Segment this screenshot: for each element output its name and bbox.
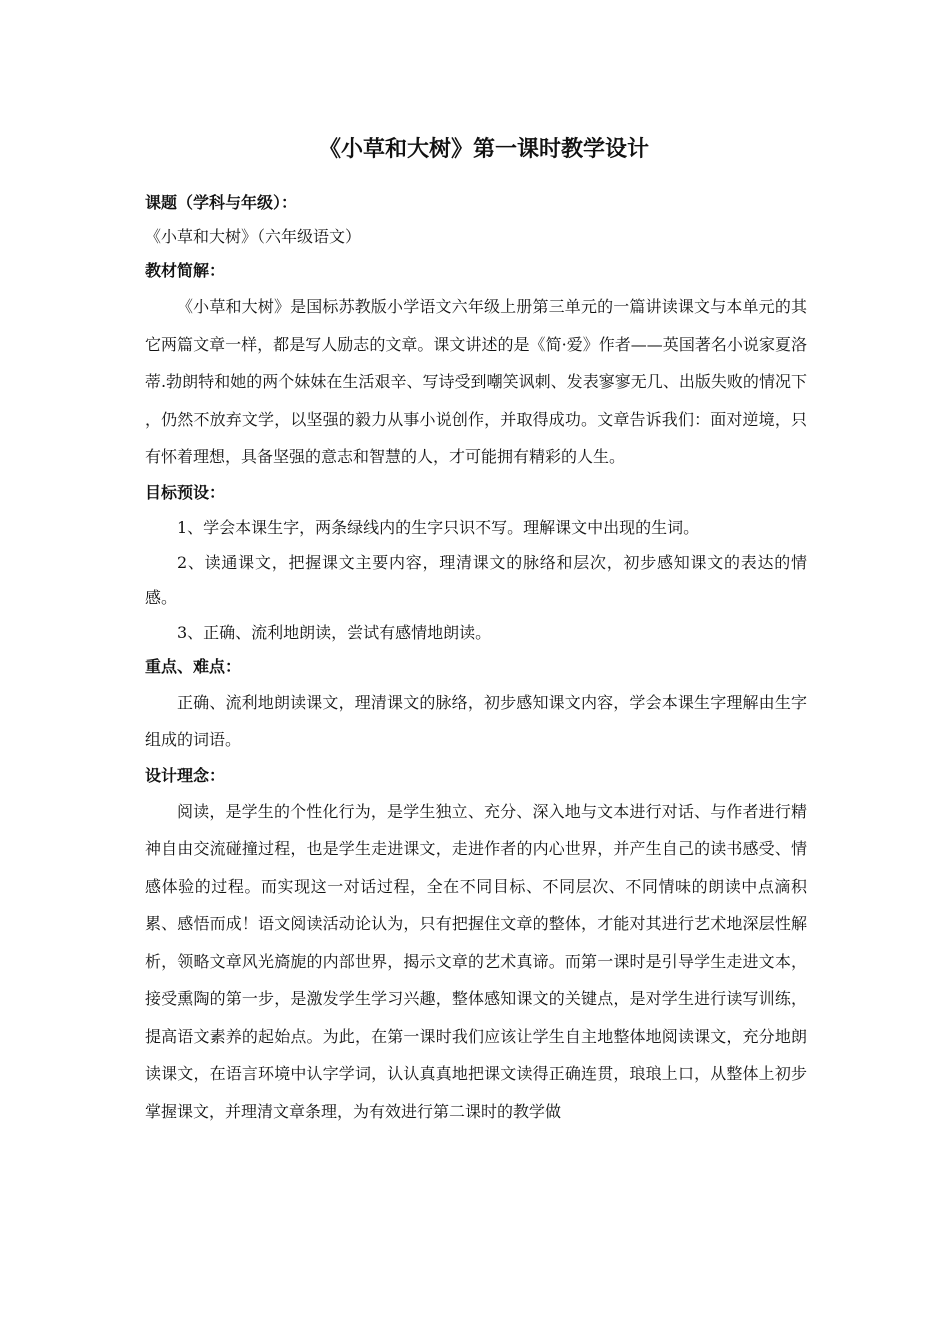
section-material bbox=[145, 254, 807, 476]
section-heading-goals: 目标预设： bbox=[145, 482, 226, 502]
design-concept-paragraph: 阅读，是学生的个性化行为，是学生独立、充分、深入地与文本进行对话、与作者进行精神自由交流碰撞过程，也是学生走进课文，走进作者的内心世界，并产生自己的读书感受、情感体验的过程。而实现这一对话过程，全在不同目标、不同层次、不同情味的朗读中点滴积累、感悟而成！语文阅读活动论认为，只有把握住文章的整体，才能对其进行艺术地深层性解析，领略文章风光旖旎的内部世界，揭示文章的艺术真谛。而第一课时是引导学生走进文本，接受熏陶的第一步，是激发学生学习兴趣，整体感知课文的关键点，是对学生进行读写训练，提高语文素养的起始点。为此，在第一课时我们应该让学生自主地整体地阅读课文，充分地朗读课文，在语言环境中认字学词，认认真真地把课文读得正确连贯，琅琅上口，从整体上初步掌握课文，并理清文章条理，为有效进行第二课时的教学做 bbox=[145, 801, 807, 1121]
key-points-paragraph: 正确、流利地朗读课文，理清课文的脉络，初步感知课文内容，学会本课生字理解由生字组成的词语。 bbox=[145, 692, 807, 749]
topic-line: 《小草和大树》（六年级语文） bbox=[145, 227, 362, 246]
section-goals bbox=[145, 476, 807, 650]
section-heading-design-concept: 设计理念： bbox=[145, 765, 226, 785]
section-heading-key-points: 重点、难点： bbox=[145, 656, 242, 676]
section-key-points bbox=[145, 650, 807, 759]
material-paragraph: 《小草和大树》是国标苏教版小学语文六年级上册第三单元的一篇讲读课文与本单元的其它两篇文章一样，都是写人励志的文章。课文讲述的是《简·爱》作者——英国著名小说家夏洛蒂.勃朗特和她的两个妹妹在生活艰辛、写诗受到嘲笑讽刺、发表寥寥无几、出版失败的情况下 ，仍然不放弃文学，以坚强的毅力从事小说创作，并取得成功。文章告诉我们：面对逆境，只有怀着理想，具备坚强的意志和智慧的人，才可能拥有精彩的人生。 bbox=[145, 297, 807, 466]
goal-item-3: 3、正确、流利地朗读，尝试有感情地朗读。 bbox=[177, 622, 492, 642]
goal-item-1: 1、学会本课生字，两条绿线内的生字只识不写。理解课文中出现的生词。 bbox=[177, 517, 700, 537]
document-title: 《小草和大树》第一课时教学设计 bbox=[318, 137, 649, 162]
section-design-concept bbox=[145, 759, 807, 1131]
document-page bbox=[145, 130, 807, 1130]
goal-item-2: 2、读通课文，把握课文主要内容，理清课文的脉络和层次，初步感知课文的表达的情感。 bbox=[145, 552, 807, 607]
section-heading-material: 教材简解： bbox=[145, 261, 226, 280]
section-heading-topic: 课题（学科与年级）： bbox=[145, 193, 298, 212]
section-topic bbox=[145, 186, 807, 254]
